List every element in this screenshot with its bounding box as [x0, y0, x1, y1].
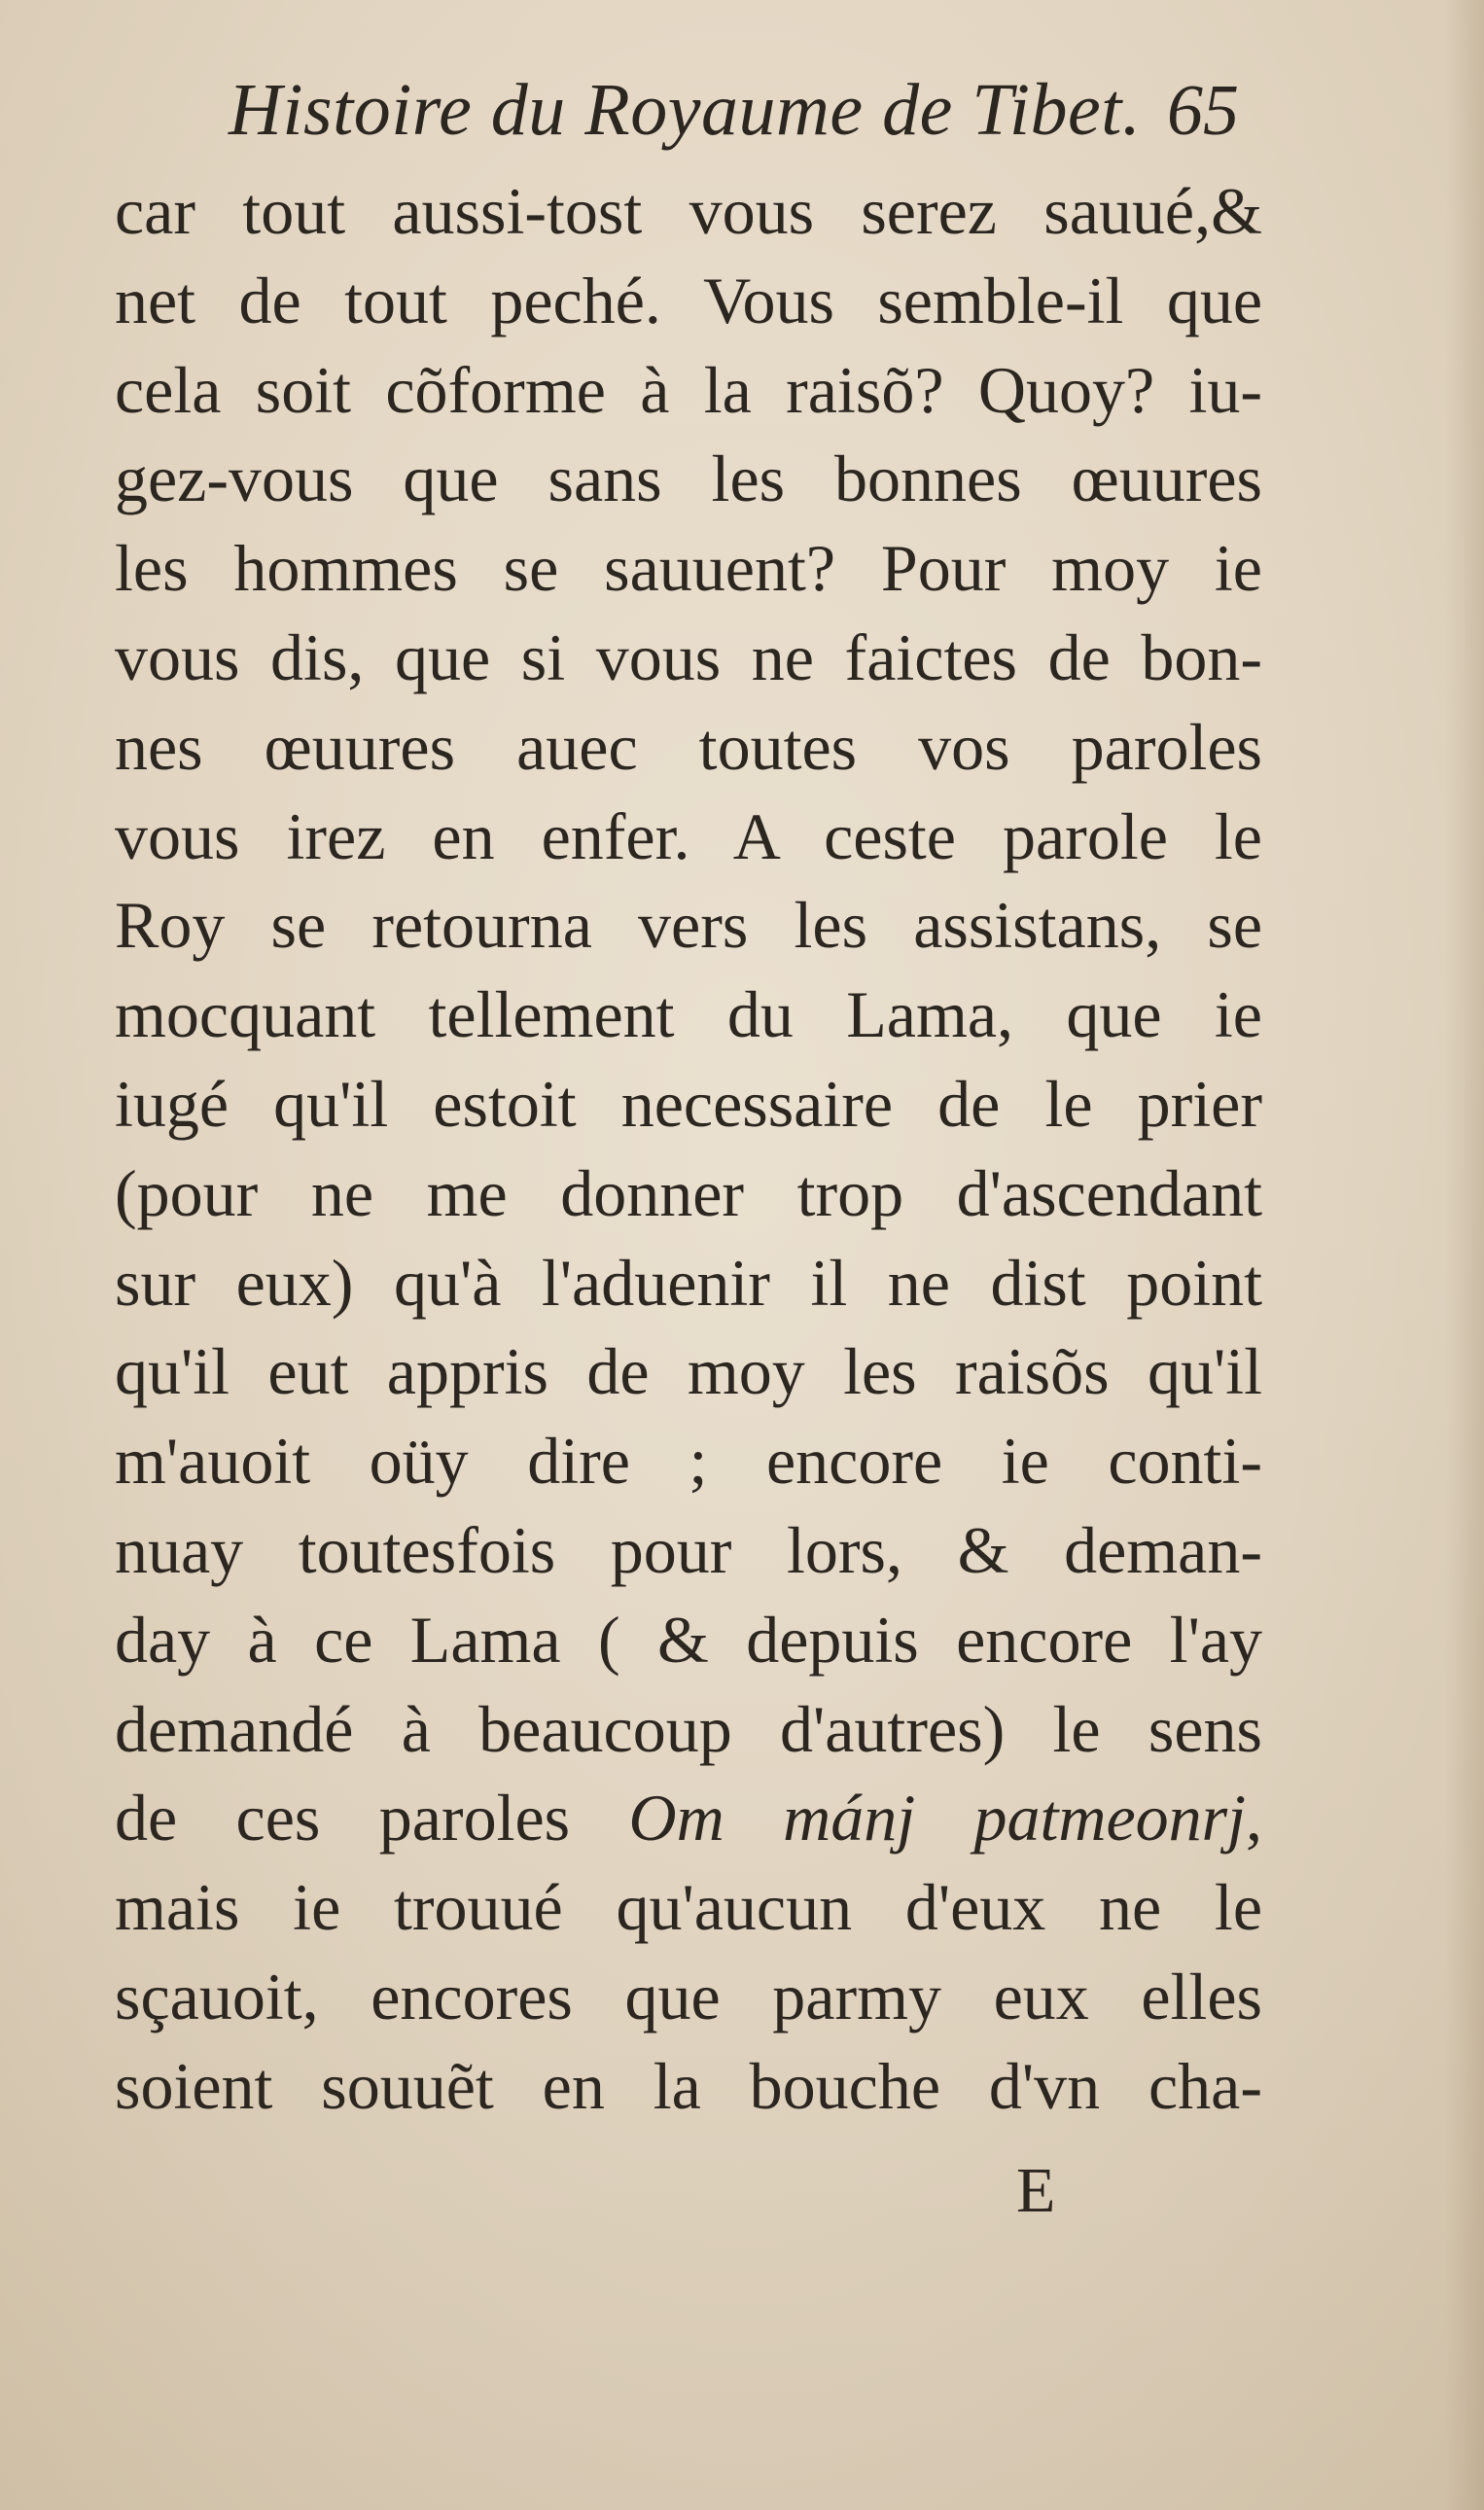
text-line: les hommes se sauuent? Pour moy ie [115, 531, 1262, 606]
mantra-phrase: Om mánj patmeonrj [628, 1781, 1246, 1856]
text-line: sçauoit, encores que parmy eux elles [115, 1959, 1262, 2033]
signature-mark: E [1016, 2155, 1056, 2226]
text-line: Roy se retourna vers les assistans, se [115, 888, 1262, 963]
body-text [115, 167, 1262, 2132]
text-line: mais ie trouué qu'aucun d'eux ne le [115, 1870, 1262, 1945]
text-line: cela soit cõforme à la raisõ? Quoy? iu- [115, 352, 1262, 427]
text-line: car tout aussi-tost vous serez sauué,& [115, 174, 1262, 248]
text-line: gez-vous que sans les bonnes œuures [115, 442, 1262, 516]
page-header [229, 58, 1298, 165]
text-line: m'auoit oüy dire ; encore ie conti- [115, 1424, 1262, 1499]
page-number: 65 [1167, 71, 1239, 151]
text-line: nuay toutesfois pour lors, & deman- [115, 1512, 1262, 1587]
text-line: day à ce Lama ( & depuis encore l'ay [115, 1602, 1262, 1677]
text-line: (pour ne me donner trop d'ascendant [115, 1155, 1262, 1230]
text-line: vous irez en enfer. A ceste parole le [115, 798, 1262, 873]
running-title: Histoire du Royaume de Tibet. [229, 69, 1142, 151]
text-line: qu'il eut appris de moy les raisõs qu'il [115, 1334, 1262, 1409]
mantra-prefix: de ces paroles [115, 1781, 629, 1856]
mantra-suffix: , [1246, 1781, 1262, 1856]
text-line: mocquant tellement du Lama, que ie [115, 977, 1262, 1052]
text-line: vous dis, que si vous ne faictes de bon- [115, 619, 1262, 694]
text-line: iugé qu'il estoit necessaire de le prier [115, 1066, 1262, 1141]
text-line: soient souuẽt en la bouche d'vn cha- [115, 2048, 1262, 2123]
text-line: sur eux) qu'à l'aduenir il ne dist point [115, 1245, 1262, 1320]
text-line: nes œuures auec toutes vos paroles [115, 709, 1262, 784]
text-line: demandé à beaucoup d'autres) le sens [115, 1691, 1262, 1766]
text-line: net de tout peché. Vous semble-il que [115, 263, 1262, 337]
text-line-mantra [115, 1774, 1262, 1863]
